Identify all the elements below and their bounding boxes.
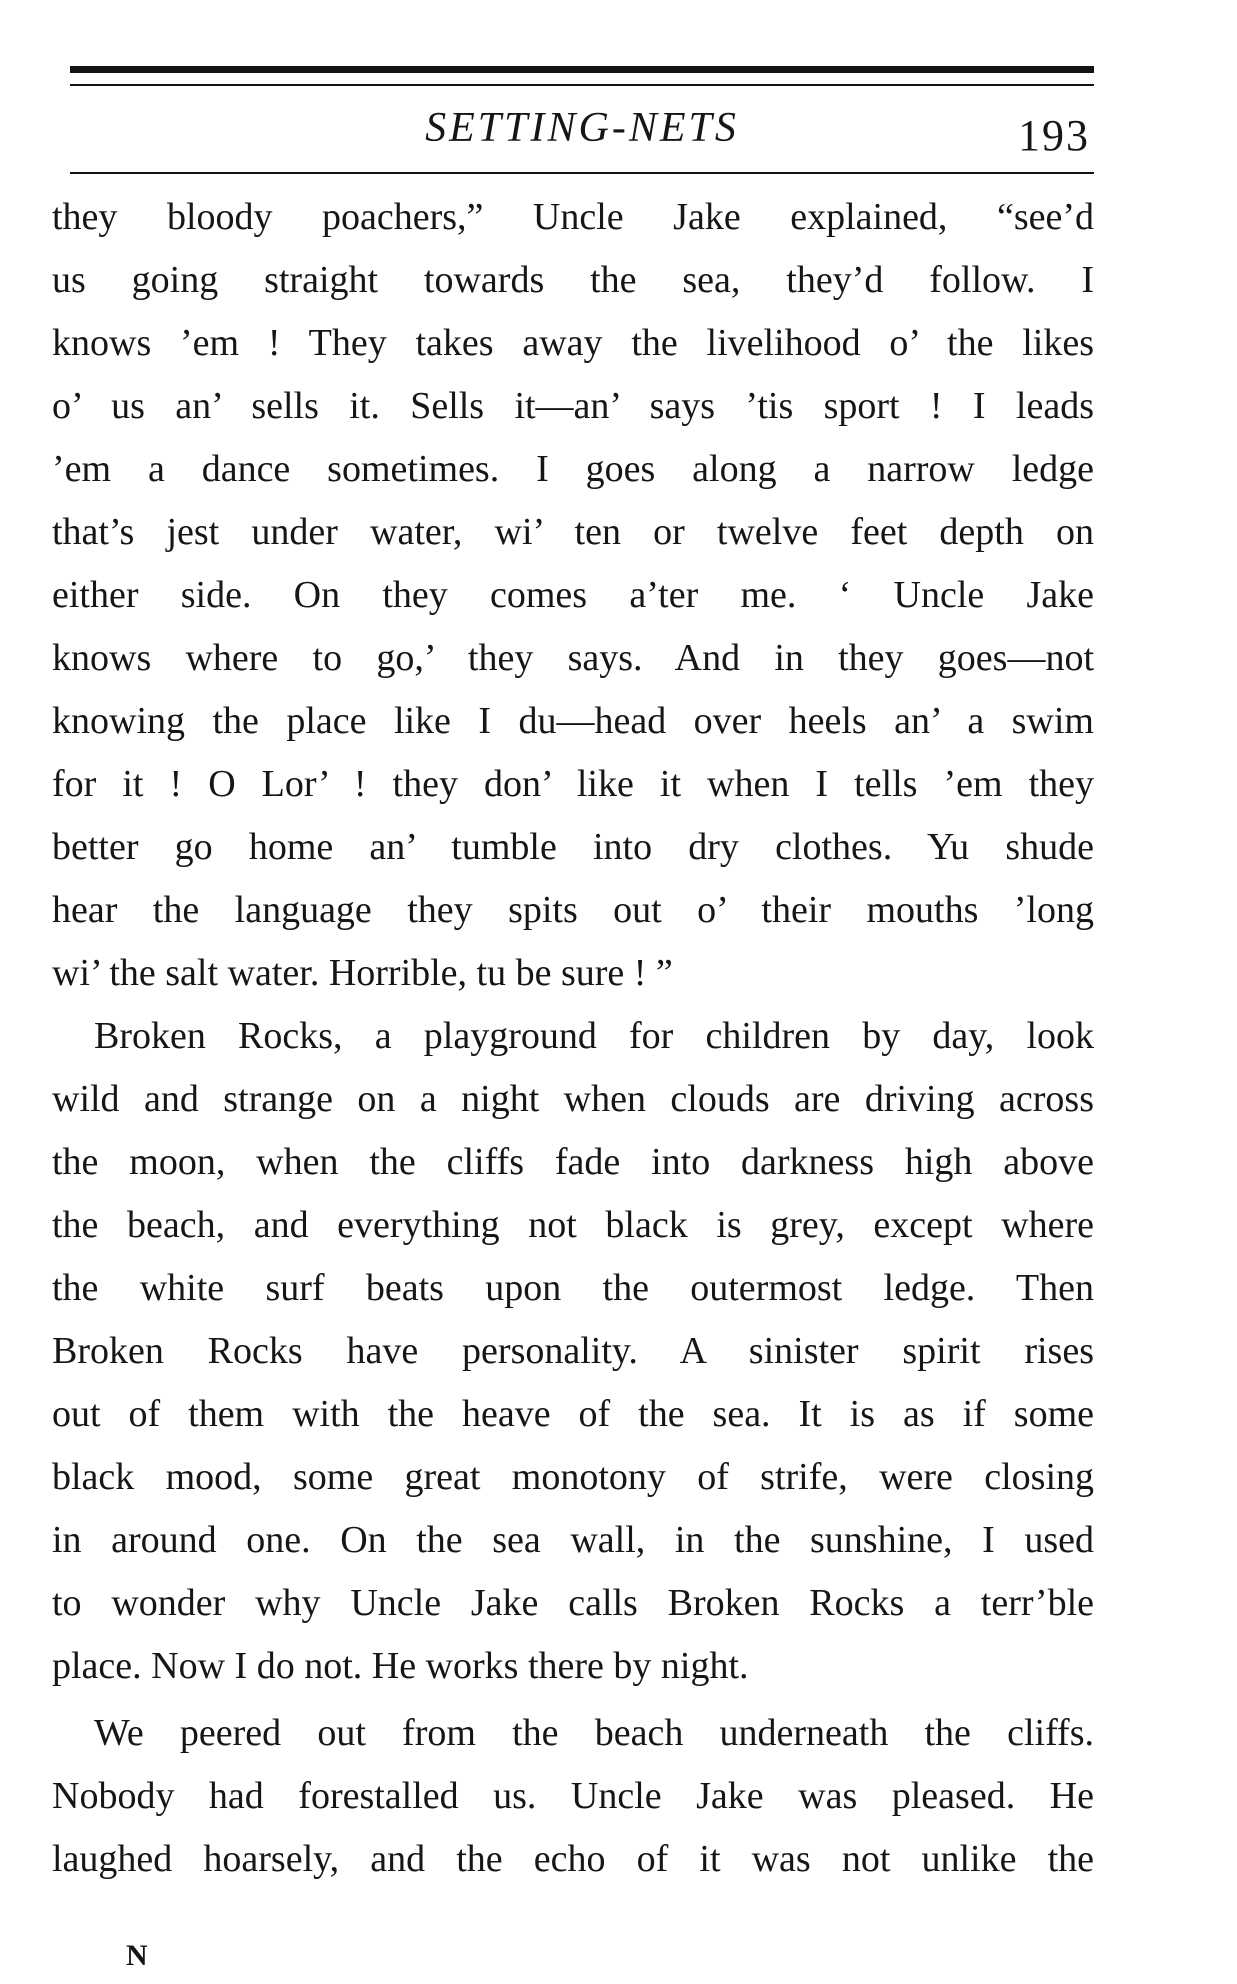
- text-line: either side. On they comes a’ter me. ‘ Uncle Jake: [52, 574, 1094, 616]
- text-line: that’s jest under water, wi’ ten or twelve feet depth on: [52, 511, 1094, 553]
- text-line: in around one. On the sea wall, in the sunshine, I used: [52, 1519, 1094, 1561]
- text-line: wild and strange on a night when clouds are driving across: [52, 1078, 1094, 1120]
- text-line: better go home an’ tumble into dry clothes. Yu shude: [52, 826, 1094, 868]
- text-line: place. Now I do not. He works there by night.: [52, 1645, 749, 1687]
- text-line: black mood, some great monotony of strife, were closing: [52, 1456, 1094, 1498]
- text-line: Broken Rocks have personality. A sinister spirit rises: [52, 1330, 1094, 1372]
- running-head: [70, 98, 1094, 158]
- page-number: 193: [1018, 111, 1090, 160]
- header-rule-thick: [70, 66, 1094, 73]
- header-bottom-rule: [70, 172, 1094, 174]
- text-line: Broken Rocks, a playground for children by day, look: [94, 1015, 1094, 1057]
- text-line: the white surf beats upon the outermost ledge. Then: [52, 1267, 1094, 1309]
- text-line: for it ! O Lor’ ! they don’ like it when I tells ’em they: [52, 763, 1094, 805]
- text-line: hear the language they spits out o’ their mouths ’long: [52, 889, 1094, 931]
- text-line: wi’ the salt water. Horrible, tu be sure ! ”: [52, 952, 673, 994]
- text-line: We peered out from the beach underneath the cliffs.: [94, 1712, 1094, 1754]
- body-text: [52, 186, 1094, 1891]
- running-title: SETTING-NETS: [425, 105, 739, 151]
- header-rule-thin: [70, 84, 1094, 86]
- text-line: the beach, and everything not black is grey, except where: [52, 1204, 1094, 1246]
- text-line: knows ’em ! They takes away the livelihood o’ the likes: [52, 322, 1094, 364]
- text-line: to wonder why Uncle Jake calls Broken Rocks a terr’ble: [52, 1582, 1094, 1624]
- text-line: us going straight towards the sea, they’d follow. I: [52, 259, 1094, 301]
- text-line: knowing the place like I du—head over heels an’ a swim: [52, 700, 1094, 742]
- text-line: o’ us an’ sells it. Sells it—an’ says ’tis sport ! I leads: [52, 385, 1094, 427]
- signature-mark: N: [126, 1939, 148, 1972]
- text-line: knows where to go,’ they says. And in they goes—not: [52, 637, 1094, 679]
- text-line: Nobody had forestalled us. Uncle Jake was pleased. He: [52, 1775, 1094, 1817]
- text-line: laughed hoarsely, and the echo of it was not unlike the: [52, 1838, 1094, 1880]
- text-line: they bloody poachers,” Uncle Jake explained, “see’d: [52, 196, 1094, 238]
- text-line: ’em a dance sometimes. I goes along a narrow ledge: [52, 448, 1094, 490]
- text-line: the moon, when the cliffs fade into darkness high above: [52, 1141, 1094, 1183]
- text-line: out of them with the heave of the sea. It is as if some: [52, 1393, 1094, 1435]
